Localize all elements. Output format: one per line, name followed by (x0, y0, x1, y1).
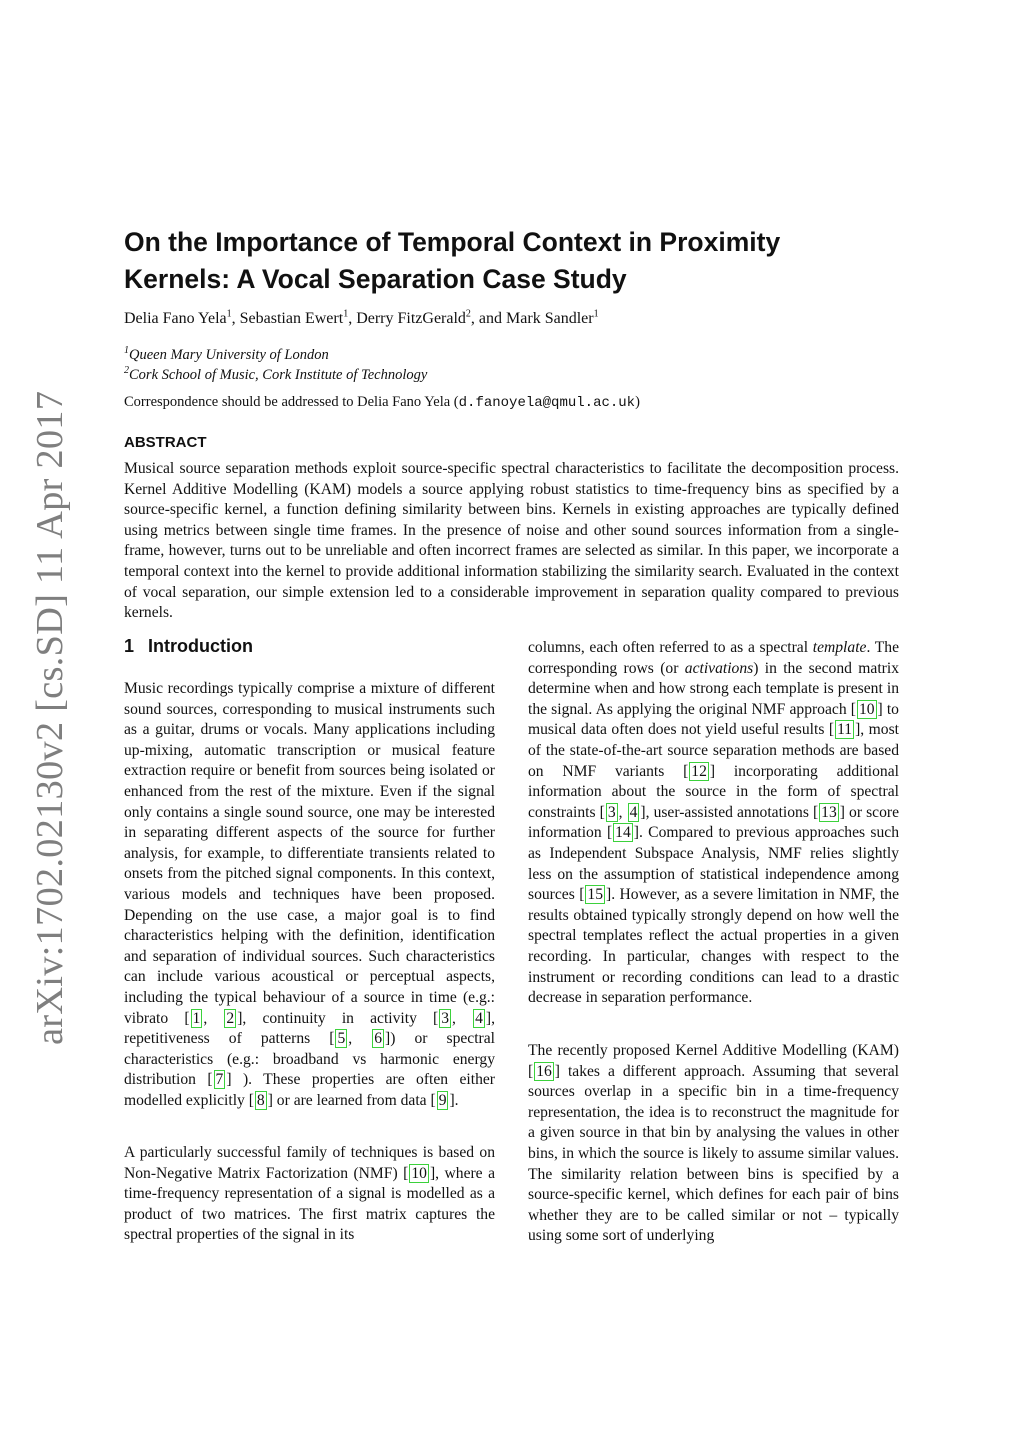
paragraph-text: ] to musical data often does not yield useful results [ (528, 700, 899, 739)
author-separator: , and (470, 310, 507, 327)
paragraph-text: , (618, 803, 627, 821)
paragraph-text: ] incorporating additional information about the source in the form of spectral constraints [ (528, 762, 899, 821)
paragraph-text: ]. Compared to previous approaches such as Independent Subspace Analysis, NMF relies slightly less on the assumption of statistical independence among sources [ (528, 824, 900, 904)
author-affiliation-mark: 1 (226, 308, 232, 320)
paragraph-text: ) in the second matrix determine when and how strong each template is present in the signal. As applying the original NMF approach [ (528, 659, 899, 718)
affiliation (124, 345, 904, 365)
abstract-text: Musical source separation methods exploit source-specific spectral characteristics to facilitate the decomposition process. Kernel Additive Modelling (KAM) models a source applying robust statistics to time-frequency bins as specified by a source-specific kernel, a function defining similarity between bins. Kernels in existing approaches are typically defined using metrics between single time frames. In the presence of noise and other sound sources information from a single-frame, however, turns out to be unreliable and often incorrect frames are selected as similar. In this paper, we incorporate a temporal context into the kernel to provide additional information stabilizing the similarity search. Evaluated in the context of vocal separation, our simple extension led to a considerable improvement in separation quality compared to previous kernels. (124, 460, 899, 622)
paragraph-text: ]) or spectral characteristics (e.g.: broadband vs harmonic energy distribution [ (124, 1030, 495, 1089)
paragraph-text: The recently proposed Kernel Additive Modelling (KAM) [ (528, 1042, 899, 1080)
citation-link[interactable]: 1 (192, 1009, 201, 1027)
paragraph-text: columns, each often referred to as a spectral (528, 639, 813, 656)
correspondence-line (124, 392, 904, 413)
citation-link[interactable]: 14 (615, 824, 631, 842)
affiliation-text: Cork School of Music, Cork Institute of Technology (129, 367, 428, 383)
paragraph-text: ] takes a different approach. Assuming that several sources overlap in a specific bin in a time-frequency representation, the idea is to reconstruct the magnitude for a given source in that bin by analysing the values in other bins, in which the source is likely to assume similar values. The similarity relation between bins is specified by a source-specific kernel, which defines for each pair of bins whether they are to be called similar or not – typically using some sort of underlying (528, 1062, 899, 1245)
author-name: Delia Fano Yela (124, 310, 227, 327)
citation-link[interactable]: 6 (374, 1030, 383, 1048)
affiliation-number: 2 (124, 365, 129, 377)
paragraph-text: ], where a time-frequency representation of a signal is modelled as a product of two matrices. The first matrix captures the spectral properties of the signal in its (124, 1164, 496, 1244)
author-affiliation-mark: 1 (593, 308, 599, 320)
citation-link[interactable]: 10 (411, 1164, 427, 1182)
affiliation-number: 1 (124, 345, 129, 357)
paragraph-text: ]. However, as a severe limitation in NMF, the results obtained typically strongly depend on how well the spectral templates reflect the actual properties in a given recording. In particular, changes with respect to the instrument or recording conditions can lead to a drastic decrease in separation performance. (528, 886, 899, 1007)
body-paragraph (528, 638, 899, 1009)
paragraph-text: ], continuity in activity [ (237, 1009, 439, 1027)
paragraph-text: ], most of the state-of-the-art source separation methods are based on NMF variants [ (528, 721, 899, 780)
citation-link[interactable]: 15 (587, 886, 603, 904)
body-paragraph (124, 1143, 495, 1246)
section-title: Introduction (148, 636, 253, 656)
affiliation (124, 365, 904, 385)
paragraph-text: Music recordings typically comprise a mixture of different sound sources, corresponding to musical instruments such as a guitar, drums or vocals. Many applications including up-mixing, automatic transcription or musical feature extraction require or benefit from sources being isolated or enhanced from the rest of the mixture. Even if the signal only contains a single sound source, one may be interested in separating different aspects of the source for further analysis, for example, to differentiate transients related to onsets from the pitched signal components. In this context, various models and techniques have been proposed. Depending on the use case, a major goal is to find characteristics helping with the definition, identification and separation of individual sources. Such characteristics can include various acoustical or perceptual aspects, including the typical behaviour of a source in time (e.g.: vibrato [ (124, 680, 495, 1027)
citation-link[interactable]: 7 (215, 1071, 224, 1089)
citation-link[interactable]: 13 (821, 803, 837, 821)
author-name: Sebastian Ewert (239, 310, 344, 327)
paragraph-text: ], user-assisted annotations [ (640, 803, 819, 821)
arxiv-stamp: arXiv:1702.02130v2 [cs.SD] 11 Apr 2017 (29, 390, 71, 1045)
paragraph-text: ] ). These properties are often either modelled explicitly [ (124, 1071, 495, 1109)
citation-link[interactable]: 3 (441, 1009, 450, 1027)
paragraph-text: , (452, 1009, 473, 1027)
paragraph-text: ]. (449, 1091, 459, 1109)
author-separator: , (348, 310, 357, 327)
author-name: Derry FitzGerald (356, 310, 466, 327)
abstract-heading: ABSTRACT (124, 434, 207, 451)
citation-link[interactable]: 8 (256, 1091, 265, 1109)
correspondence-email[interactable]: d.fanoyela@qmul.ac.uk (458, 395, 636, 411)
author-separator: , (231, 310, 240, 327)
paper-title: On the Importance of Temporal Context in Proximity Kernels: A Vocal Separation Case Study (124, 227, 781, 294)
paragraph-text: ] or are learned from data [ (267, 1091, 436, 1109)
citation-link[interactable]: 9 (438, 1091, 447, 1109)
paragraph-text: , (203, 1009, 224, 1027)
emphasized-term: template (812, 639, 867, 656)
emphasized-term: activations (684, 659, 754, 677)
citation-link[interactable]: 4 (629, 803, 638, 821)
citation-link[interactable]: 5 (337, 1030, 346, 1048)
body-paragraph (124, 679, 495, 1111)
citation-link[interactable]: 12 (691, 762, 707, 780)
citation-link[interactable]: 10 (858, 700, 875, 718)
citation-link[interactable]: 11 (837, 721, 853, 739)
correspondence-suffix: ) (635, 394, 640, 410)
author-affiliation-mark: 2 (465, 308, 471, 320)
citation-link[interactable]: 2 (226, 1009, 235, 1027)
section-heading (124, 636, 253, 657)
section-number: 1 (124, 636, 135, 656)
affiliation-text: Queen Mary University of London (129, 347, 329, 363)
body-paragraph (528, 1041, 899, 1247)
paragraph-text: ], repetitiveness of patterns [ (124, 1009, 495, 1048)
citation-link[interactable]: 16 (536, 1062, 552, 1080)
citation-link[interactable]: 3 (607, 803, 616, 821)
correspondence-prefix: Correspondence should be addressed to Delia Fano Yela ( (124, 394, 459, 410)
paragraph-text: , (348, 1030, 372, 1048)
paragraph-text: ] or score information [ (528, 803, 899, 842)
citation-link[interactable]: 4 (475, 1009, 483, 1027)
author-affiliation-mark: 1 (343, 308, 349, 320)
author-list (124, 308, 904, 330)
paragraph-text: A particularly successful family of techniques is based on Non-Negative Matrix Factorization (NMF) [ (124, 1144, 495, 1182)
paragraph-text: . The corresponding rows (or (528, 639, 900, 677)
author-name: Mark Sandler (506, 310, 594, 327)
